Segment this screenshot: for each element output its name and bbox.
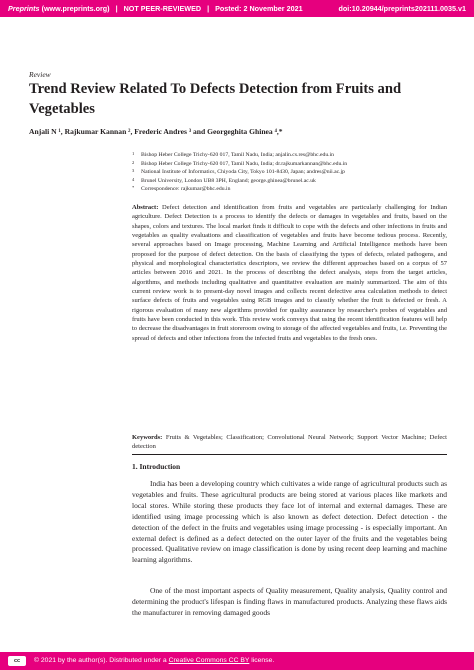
review-status: NOT PEER-REVIEWED [123,4,202,13]
correspondence-item [132,185,447,194]
header-separator: | [115,4,118,13]
affiliation-item [132,151,447,160]
posted-date: Posted: 2 November 2021 [215,4,303,13]
body-paragraph: India has been a developing country which cultivates a wide range of agricultural products such as vegetables and fruits. These agricultural products are being stored at various places like markets and local stores. While storing these products they face lot of internal and external damages. These are identified using image processing which is also known as defect detection. Defect detection - the detection of the defect in the fruits and vegetables using image processing - is especially important. An external defect is defined as a defect detected on the outer layer of the fruits and the vegetables being processed. Qualitative review on image classification is done by using recent deep learning and machine learning algorithms. [132,479,447,565]
doi-link[interactable]: doi:10.20944/preprints202111.0035.v1 [338,4,466,13]
keywords-text: Fruits & Vegetables; Classification; Convolutional Neural Network; Support Vector Machine; Defect detection [132,434,447,451]
article-title: Trend Review Related To Defects Detection from Fruits and Vegetables [29,81,402,117]
abstract-label: Abstract: [132,204,159,211]
affiliation-number: 3 [132,168,135,173]
abstract [132,203,447,343]
copyright-text: © 2021 by the author(s). Distributed under a [34,657,167,664]
affiliation-item [132,168,447,177]
affiliation-text[interactable]: National Institute of Informatics, Chiyoda City, Tokyo 101-8430, Japan; andres@nii.ac.jp [141,169,346,175]
affiliation-number: 4 [132,176,135,182]
site-url[interactable]: (www.preprints.org) [41,4,110,13]
section-heading: 1. Introduction [132,462,181,471]
affiliation-item [132,160,447,169]
affiliation-number: * [132,185,135,190]
header-separator: | [207,4,210,13]
abstract-text: Defect detection and identification from fruits and vegetables are particularly challenging for Indian agriculture. Defect Detection is a process to identify the defects or damages in vegetables and fruits, based on the shapes, colors and textures. The local market finds it difficult to cope with the defects and other infections in fruits and vegetables as quality evaluations and classification of vegetables and fruits have become tedious process. Recently, several approaches based on Image processing, Machine Learning and Artificial Intelligence methods have been proposed for the purpose of defect detection. On the basis of classifying the types of defects, related pathogens, and physical and morphological characteristics descriptors, we review the different approaches based on a corpus of 57 articles between 2016 and 2021. In the process of describing the defect analysis, steps from the target articles, algorithms, and methods including qualitative and quantitative evaluation are mainly summarized. The aim of this current review work is to present-day novel images and collects recent defective area calculation methods to detect surface defects of fruits and vegetables using RGB images and to classify whether the fruit is defected or fresh. A rigorous evaluation of many new algorithms provided for quality assurance by researcher's probes of vegetables and fruits have been conducted in this work. This review work conveys that using the recent identification features will help to decrease the disadvantages in fruit storeroom owing to storage of the affected vegetables and fruits, i.e. Preventing the spread of defects and other infections from the infected fruits and vegetables to the fresh ones. [132,204,447,342]
article-type-label: Review [29,70,51,79]
cc-license-icon[interactable]: cc [8,656,26,666]
site-name[interactable]: Preprints [8,4,40,13]
affiliation-text[interactable]: Bishop Heber College Trichy-620 017, Tamil Nadu, India; anjalin.cs.res@bhc.edu.in [141,152,335,158]
affiliation-item [132,177,447,186]
license-suffix: license. [251,657,275,664]
author-list: Anjali N ¹, Rajkumar Kannan ², Frederic Andres ³ and Georgeghita Ghinea ⁴,* [29,127,283,136]
affiliation-text[interactable]: Bishop Heber College Trichy-620 017, Tamil Nadu, India; dr.rajkumarkannan@bhc.edu.in [141,160,348,167]
license-footer-bar [0,652,474,670]
correspondence-text[interactable]: Correspondence: rajkumar@bhc.edu.in [141,186,231,192]
body-paragraph: One of the most important aspects of Quality measurement, Quality analysis, Quality control and determining the product's lifespan is finding flaws in manufactured products. Analyzing these flaws aids the manufacturer in removing damaged goods [132,586,447,617]
keywords [132,433,447,452]
affiliation-number: 2 [132,159,135,165]
license-link[interactable]: Creative Commons CC BY [168,657,250,664]
affiliation-number: 1 [132,151,135,156]
affiliation-list [132,151,447,194]
affiliation-text[interactable]: Brunel University, London UB8 3PH, England; george.ghinea@brunel.ac.uk [141,177,316,184]
keywords-label: Keywords: [132,434,163,441]
preprint-header-bar [0,0,474,17]
header-left [8,0,303,17]
section-divider [132,454,447,455]
license-statement [34,652,274,670]
